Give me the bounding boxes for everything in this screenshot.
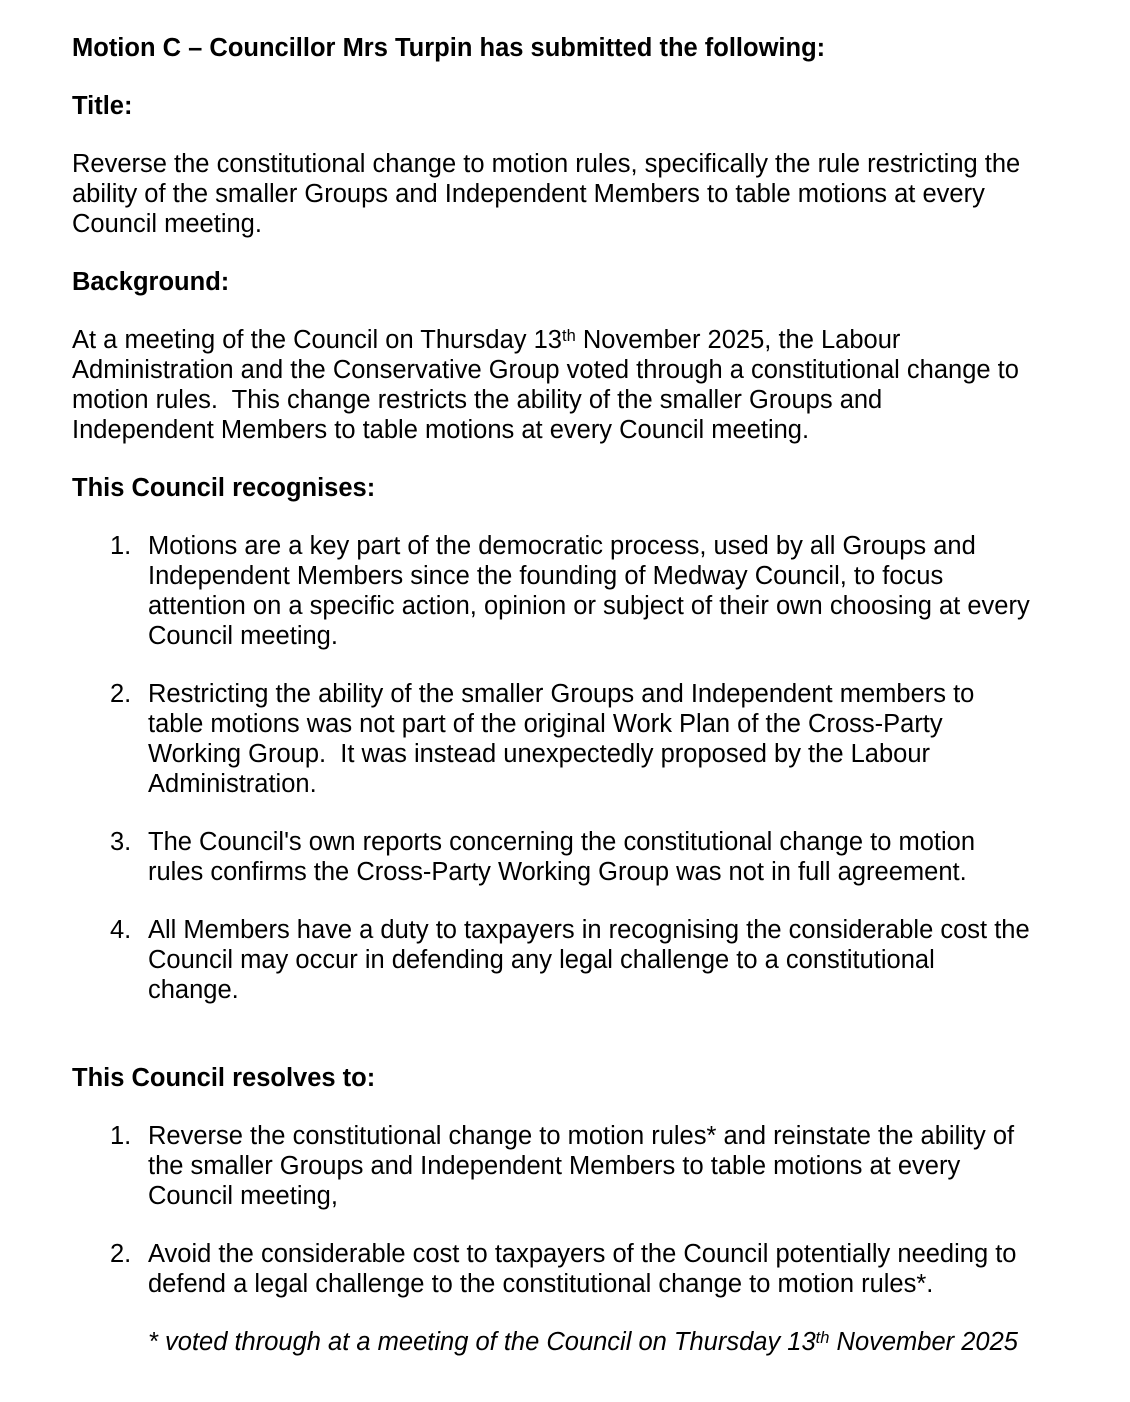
background-paragraph <box>72 325 1031 445</box>
list-item <box>72 915 1037 1005</box>
list-item <box>72 531 1037 651</box>
ordinal-superscript: th <box>815 1329 830 1348</box>
list-item <box>72 827 1031 887</box>
list-item-text: Reverse the constitutional change to motion rules* and reinstate the ability of the smaller Groups and Independent Members to table motions at every Council meeting, <box>148 1122 1022 1210</box>
list-item-number: 3. <box>110 828 132 856</box>
list-item-number: 2. <box>110 1240 132 1268</box>
list-item-number: 4. <box>110 916 132 944</box>
list-item-text: All Members have a duty to taxpayers in recognising the considerable cost the Council may occur in defending any legal challenge to a constitutional change. <box>148 916 1037 1004</box>
background-text-end: November 2025, the Labour Administration and the Conservative Group voted through a constitutional change to motion rules. This change restricts the ability of the smaller Groups and Independent Members to table motions at every Council meeting. <box>72 326 1027 444</box>
list-item <box>72 1239 1031 1299</box>
resolves-label: This Council resolves to: <box>72 1064 376 1092</box>
list-item-text: Motions are a key part of the democratic process, used by all Groups and Independent Members since the founding of Medway Council, to focus attention on a specific action, opinion or subject of their own choosing at every Council meeting. <box>148 532 1037 650</box>
list-item-text: Avoid the considerable cost to taxpayers of the Council potentially needing to defend a legal challenge to the constitutional change to motion rules*. <box>148 1240 1024 1298</box>
footnote-text-end: November 2025 <box>829 1328 1018 1356</box>
footnote <box>148 1327 1031 1357</box>
list-item-number: 1. <box>110 1122 132 1150</box>
footnote-text-start: * voted through at a meeting of the Council on Thursday 13 <box>148 1328 816 1356</box>
background-text-start: At a meeting of the Council on Thursday 13 <box>72 326 562 354</box>
title-label: Title: <box>72 92 133 120</box>
list-item-text: Restricting the ability of the smaller Groups and Independent members to table motions was not part of the original Work Plan of the Cross-Party Working Group. It was instead unexpectedly proposed by the Labour Administration. <box>148 680 982 798</box>
ordinal-superscript: th <box>562 327 576 346</box>
motion-heading: Motion C – Councillor Mrs Turpin has submitted the following: <box>72 34 826 62</box>
list-item <box>72 679 1031 799</box>
list-item-number: 1. <box>110 532 132 560</box>
title-paragraph: Reverse the constitutional change to motion rules, specifically the rule restricting the ability of the smaller Groups and Independent Members to table motions at every Council meeting. <box>72 150 1028 238</box>
background-label: Background: <box>72 268 230 296</box>
list-item-text: The Council's own reports concerning the constitutional change to motion rules confirms the Cross-Party Working Group was not in full agreement. <box>148 828 983 886</box>
resolves-list <box>72 1121 1031 1299</box>
list-item <box>72 1121 1031 1211</box>
list-item-number: 2. <box>110 680 132 708</box>
recognises-list <box>72 531 1037 1005</box>
recognises-label: This Council recognises: <box>72 474 376 502</box>
